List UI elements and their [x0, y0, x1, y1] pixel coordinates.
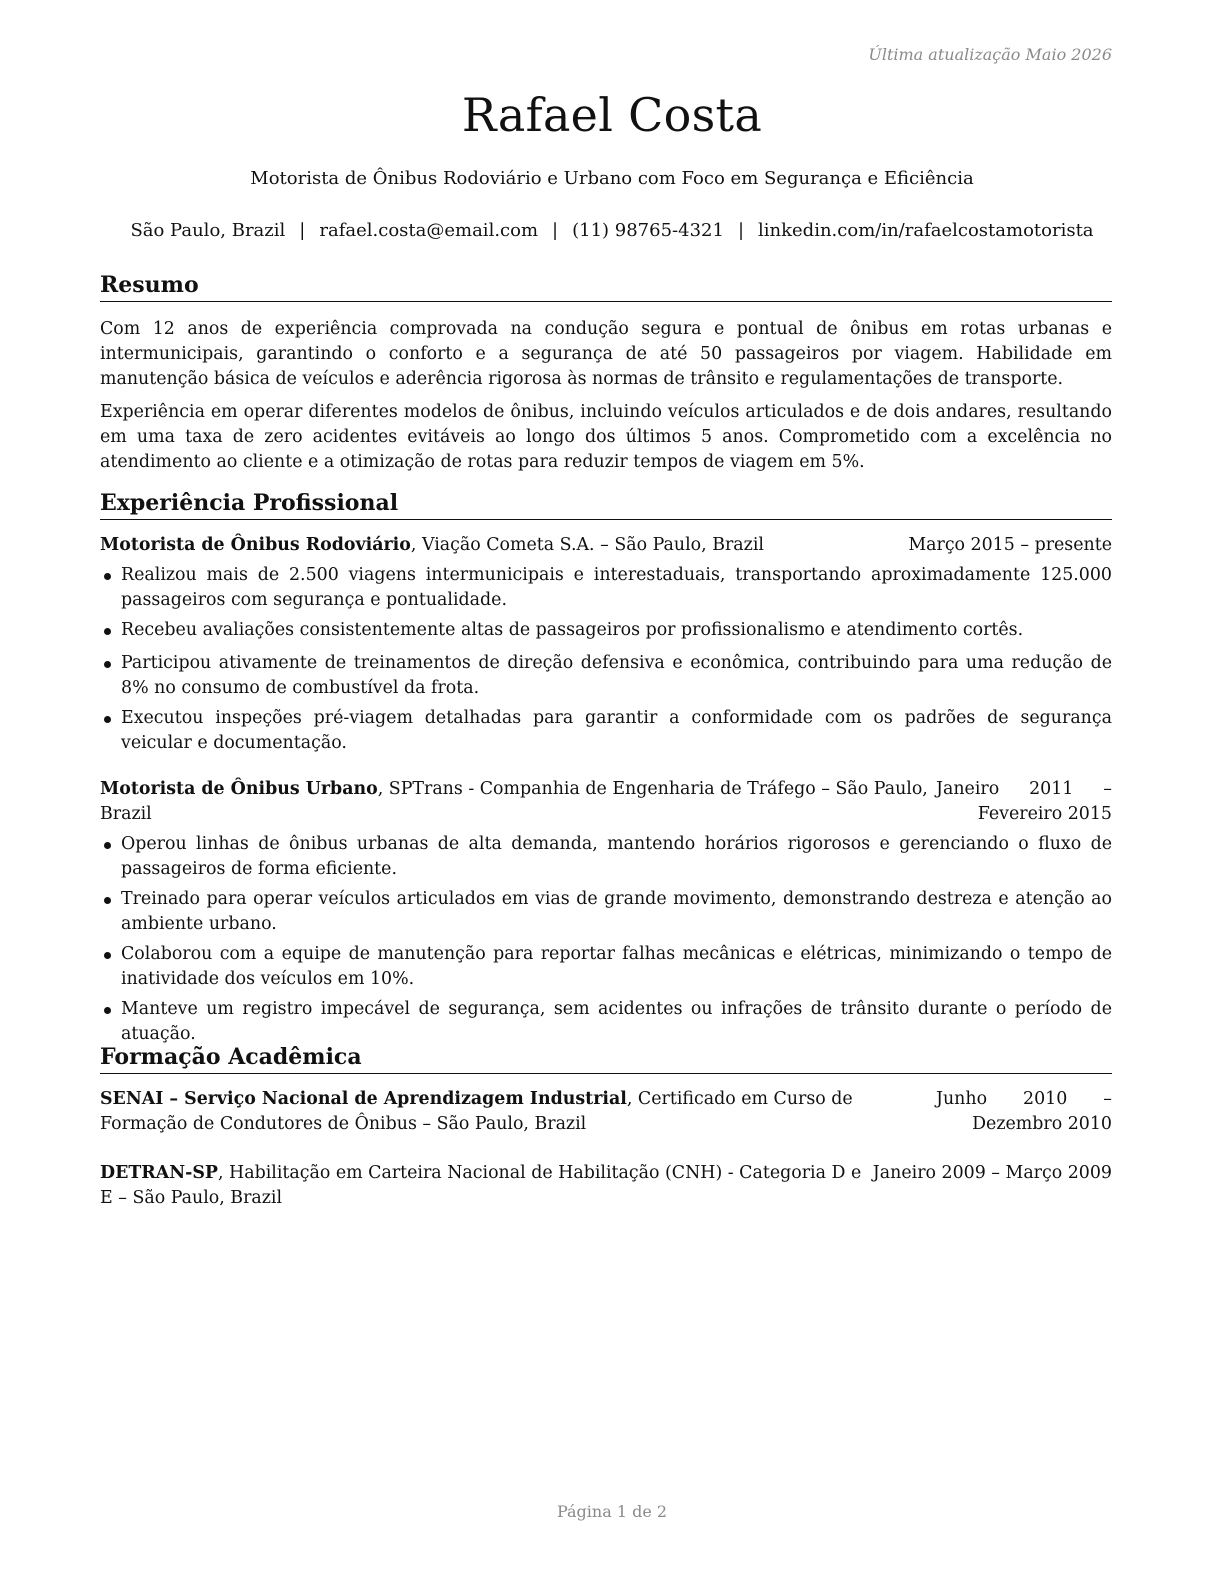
job-header — [100, 533, 1112, 558]
education-dates: Janeiro 2009 – Março 2009 — [872, 1163, 1112, 1183]
section-title-summary: Resumo — [100, 271, 1112, 302]
job-company: , Viação Cometa S.A. – São Paulo, Brazil — [410, 535, 764, 555]
contact-line — [0, 220, 1224, 241]
professional-headline: Motorista de Ônibus Rodoviário e Urbano com Foco em Segurança e Eficiência — [250, 168, 974, 189]
education-dates: Junho 2010 – Dezembro 2010 — [936, 1089, 1112, 1134]
education-section — [100, 1043, 1112, 1211]
job-entry — [100, 533, 1112, 756]
job-bullets — [100, 832, 1112, 1047]
job-role: Motorista de Ônibus Rodoviário — [100, 535, 411, 555]
section-title-experience: Experiência Profissional — [100, 489, 1112, 520]
contact-separator: | — [737, 220, 745, 241]
contact-separator: | — [552, 220, 559, 241]
job-entry — [100, 777, 1112, 1047]
education-institution: SENAI – Serviço Nacional de Aprendizagem Industrial — [100, 1089, 627, 1109]
list-item: Operou linhas de ônibus urbanas de alta demanda, mantendo horários rigorosos e gerenciando o fluxo de passageiros de forma eficiente. — [100, 832, 1112, 882]
job-company: , SPTrans - Companhia de Engenharia de Tráfego – São Paulo, Brazil — [100, 779, 928, 824]
contact-location: São Paulo, Brazil — [130, 220, 286, 241]
education-entry — [100, 1161, 1112, 1211]
education-institution: DETRAN-SP — [100, 1163, 218, 1183]
contact-separator: | — [299, 220, 306, 241]
contact-linkedin[interactable]: linkedin.com/in/rafaelcostamotorista — [758, 220, 1094, 241]
page-number: Página 1 de 2 — [556, 1502, 668, 1521]
contact-email[interactable]: rafael.costa@email.com — [319, 220, 539, 241]
list-item: Treinado para operar veículos articulados em vias de grande movimento, demonstrando destreza e atenção ao ambiente urbano. — [100, 887, 1112, 937]
list-item: Participou ativamente de treinamentos de direção defensiva e econômica, contribuindo para uma redução de 8% no consumo de combustível da frota. — [100, 651, 1112, 701]
contact-phone: (11) 98765-4321 — [572, 220, 724, 241]
last-updated-note: Última atualização Maio 2026 — [868, 45, 1112, 64]
summary-paragraph: Experiência em operar diferentes modelos de ônibus, incluindo veículos articulados e de dois andares, resultando em uma taxa de zero acidentes evitáveis ao longo dos últimos 5 anos. Comprometido com a excelência no atendimento ao cliente e a otimização de rotas para reduzir tempos de viagem em 5%. — [100, 402, 1112, 472]
list-item: Colaborou com a equipe de manutenção para reportar falhas mecânicas e elétricas, minimizando o tempo de inatividade dos veículos em 10%. — [100, 942, 1112, 992]
section-title-education: Formação Acadêmica — [100, 1043, 1112, 1074]
list-item: Manteve um registro impecável de segurança, sem acidentes ou infrações de trânsito durante o período de atuação. — [100, 997, 1112, 1047]
summary-section — [100, 271, 1112, 475]
list-item: Realizou mais de 2.500 viagens intermunicipais e interestaduais, transportando aproximadamente 125.000 passageiros com segurança e pontualidade. — [100, 563, 1112, 613]
job-dates: Março 2015 – presente — [908, 535, 1112, 555]
candidate-name: Rafael Costa — [461, 88, 763, 142]
job-bullets — [100, 563, 1112, 756]
job-dates: Janeiro 2011 – Fevereiro 2015 — [936, 779, 1112, 824]
education-detail: , Certificado em Curso de Formação de Condutores de Ônibus – São Paulo, Brazil — [100, 1089, 853, 1134]
summary-paragraph: Com 12 anos de experiência comprovada na condução segura e pontual de ônibus em rotas urbanas e intermunicipais, garantindo o conforto e a segurança de até 50 passageiros por viagem. Habilidade em manutenção básica de veículos e aderência rigorosa às normas de trânsito e regulamentações de transporte. — [100, 319, 1112, 389]
education-detail: , Habilitação em Carteira Nacional de Habilitação (CNH) - Categoria D e E – São Paulo, Brazil — [100, 1163, 862, 1208]
list-item: Executou inspeções pré-viagem detalhadas para garantir a conformidade com os padrões de segurança veicular e documentação. — [100, 706, 1112, 756]
list-item: Recebeu avaliações consistentemente altas de passageiros por profissionalismo e atendimento cortês. — [100, 618, 1112, 643]
education-entry — [100, 1087, 1112, 1137]
job-role: Motorista de Ônibus Urbano — [100, 779, 378, 799]
experience-section — [100, 489, 1112, 1047]
job-header — [100, 777, 1112, 827]
